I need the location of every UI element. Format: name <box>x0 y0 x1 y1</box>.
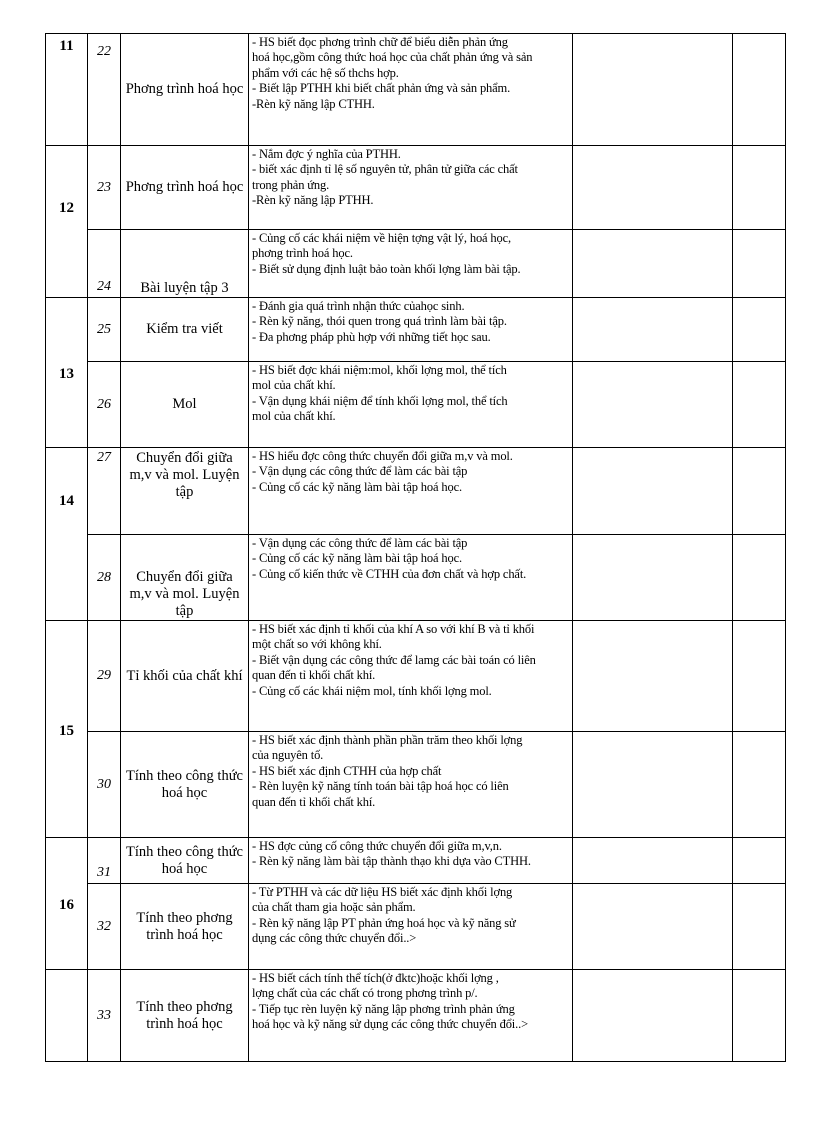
empty-cell <box>573 535 733 621</box>
week-cell: 12 <box>46 146 88 298</box>
table-row <box>46 970 786 1062</box>
lesson-number: 25 <box>88 298 121 362</box>
empty-cell <box>733 362 786 448</box>
lesson-title: Mol <box>121 362 249 448</box>
lesson-number: 28 <box>88 535 121 621</box>
lesson-number: 32 <box>88 884 121 970</box>
lesson-title: Tỉ khối của chất khí <box>121 621 249 732</box>
table-row <box>46 884 786 970</box>
lesson-objectives: - HS biết đợc khái niệm:mol, khối lợng mol, thể tích mol của chất khí. - Vận dụng khái niệm để tính khối lợng mol, thể tích mol của chất khí. <box>249 362 573 448</box>
table-row <box>46 230 786 298</box>
lesson-number: 23 <box>88 146 121 230</box>
lesson-title: Bài luyện tập 3 <box>121 230 249 298</box>
lesson-title: Chuyển đổi giữa m,v và mol. Luyện tập <box>121 535 249 621</box>
lesson-title: Tính theo phơng trình hoá học <box>121 884 249 970</box>
empty-cell <box>573 838 733 884</box>
table-row <box>46 34 786 146</box>
lesson-objectives: - HS biết đọc phơng trình chữ để biểu diễn phản ứng hoá học,gồm công thức hoá học của chất phản ứng và sản phẩm với các hệ số thchs hợp. - Biết lập PTHH khi biết chất phản ứng và sản phẩm. -Rèn kỹ năng lập CTHH. <box>249 34 573 146</box>
lesson-number: 22 <box>88 34 121 146</box>
lesson-title: Tính theo công thức hoá học <box>121 732 249 838</box>
table-row <box>46 732 786 838</box>
table-row <box>46 838 786 884</box>
table-row <box>46 298 786 362</box>
table-row <box>46 621 786 732</box>
lesson-objectives: - HS biết xác định tỉ khối của khí A so với khí B và tỉ khối một chất so với không khí. - Biết vận dụng các công thức để lamg các bài toán có liên quan đến tỉ khối chất khí. - Củng cố các khái niệm mol, tính khối lợng mol. <box>249 621 573 732</box>
lesson-objectives: - HS hiểu đợc công thức chuyển đổi giữa m,v và mol. - Vận dụng các công thức để làm các bài tập - Củng cố các kỹ năng làm bài tập hoá học. <box>249 448 573 535</box>
lesson-number: 30 <box>88 732 121 838</box>
week-cell: 13 <box>46 298 88 448</box>
lesson-title: Phơng trình hoá học <box>121 34 249 146</box>
lesson-number: 27 <box>88 448 121 535</box>
lesson-number: 24 <box>88 230 121 298</box>
table-row <box>46 146 786 230</box>
empty-cell <box>733 884 786 970</box>
empty-cell <box>573 298 733 362</box>
lesson-title: Chuyển đổi giữa m,v và mol. Luyện tập <box>121 448 249 535</box>
empty-cell <box>573 732 733 838</box>
empty-cell <box>733 230 786 298</box>
empty-cell <box>573 34 733 146</box>
empty-cell <box>733 448 786 535</box>
empty-cell <box>733 146 786 230</box>
empty-cell <box>573 448 733 535</box>
table-row <box>46 362 786 448</box>
week-cell: 16 <box>46 838 88 970</box>
week-cell: 14 <box>46 448 88 621</box>
empty-cell <box>733 970 786 1062</box>
table-row <box>46 448 786 535</box>
lesson-number: 31 <box>88 838 121 884</box>
empty-cell <box>733 535 786 621</box>
week-cell: 11 <box>46 34 88 146</box>
empty-cell <box>573 230 733 298</box>
lesson-title: Phơng trình hoá học <box>121 146 249 230</box>
empty-cell <box>573 146 733 230</box>
lesson-objectives: - HS đợc củng cố công thức chuyển đổi giữa m,v,n. - Rèn kỹ năng làm bài tập thành thạo khi dựa vào CTHH. <box>249 838 573 884</box>
empty-cell <box>573 621 733 732</box>
empty-cell <box>733 621 786 732</box>
lesson-number: 26 <box>88 362 121 448</box>
lesson-number: 29 <box>88 621 121 732</box>
lesson-title: Tính theo công thức hoá học <box>121 838 249 884</box>
lesson-plan-page <box>45 33 785 1062</box>
lesson-number: 33 <box>88 970 121 1062</box>
table-row <box>46 535 786 621</box>
lesson-objectives: - Củng cố các khái niệm về hiện tợng vật lý, hoá học, phơng trình hoá học. - Biết sử dụng định luật bảo toàn khối lợng làm bài tập. <box>249 230 573 298</box>
empty-cell <box>733 732 786 838</box>
lesson-plan-table <box>45 33 786 1062</box>
empty-cell <box>573 970 733 1062</box>
lesson-objectives: - HS biết xác định thành phần phần trăm theo khối lợng của nguyên tố. - HS biết xác định CTHH của hợp chất - Rèn luyện kỹ năng tính toán bài tập hoá học có liên quan đến tỉ khối chất khí. <box>249 732 573 838</box>
lesson-objectives: - Từ PTHH và các dữ liệu HS biết xác định khối lợng của chất tham gia hoặc sản phẩm. - Rèn kỹ năng lập PT phản ứng hoá học và kỹ năng sử dụng các công thức chuyển đổi..> <box>249 884 573 970</box>
lesson-title: Tính theo phơng trình hoá học <box>121 970 249 1062</box>
lesson-title: Kiểm tra viết <box>121 298 249 362</box>
empty-cell <box>573 884 733 970</box>
lesson-objectives: - Đánh gia quá trình nhận thức củahọc sinh. - Rèn kỹ năng, thói quen trong quá trình làm bài tập. - Đa phơng pháp phù hợp với những tiết học sau. <box>249 298 573 362</box>
week-cell: 15 <box>46 621 88 838</box>
empty-cell <box>733 34 786 146</box>
empty-cell <box>733 838 786 884</box>
lesson-objectives: - Nắm đợc ý nghĩa của PTHH. - biết xác định tỉ lệ số nguyên tử, phân tử giữa các chất trong phản ứng. -Rèn kỹ năng lập PTHH. <box>249 146 573 230</box>
lesson-objectives: - HS biết cách tính thể tích(ở đktc)hoặc khối lợng , lợng chất của các chất có trong phơng trình p/. - Tiếp tục rèn luyện kỹ năng lập phơng trình phản ứng hoá học và kỹ năng sử dụng các công thức chuyển đổi..> <box>249 970 573 1062</box>
empty-cell <box>733 298 786 362</box>
empty-cell <box>573 362 733 448</box>
empty-cell <box>46 970 88 1062</box>
lesson-objectives: - Vận dụng các công thức để làm các bài tập - Củng cố các kỹ năng làm bài tập hoá học. - Củng cố kiến thức về CTHH của đơn chất và hợp chất. <box>249 535 573 621</box>
